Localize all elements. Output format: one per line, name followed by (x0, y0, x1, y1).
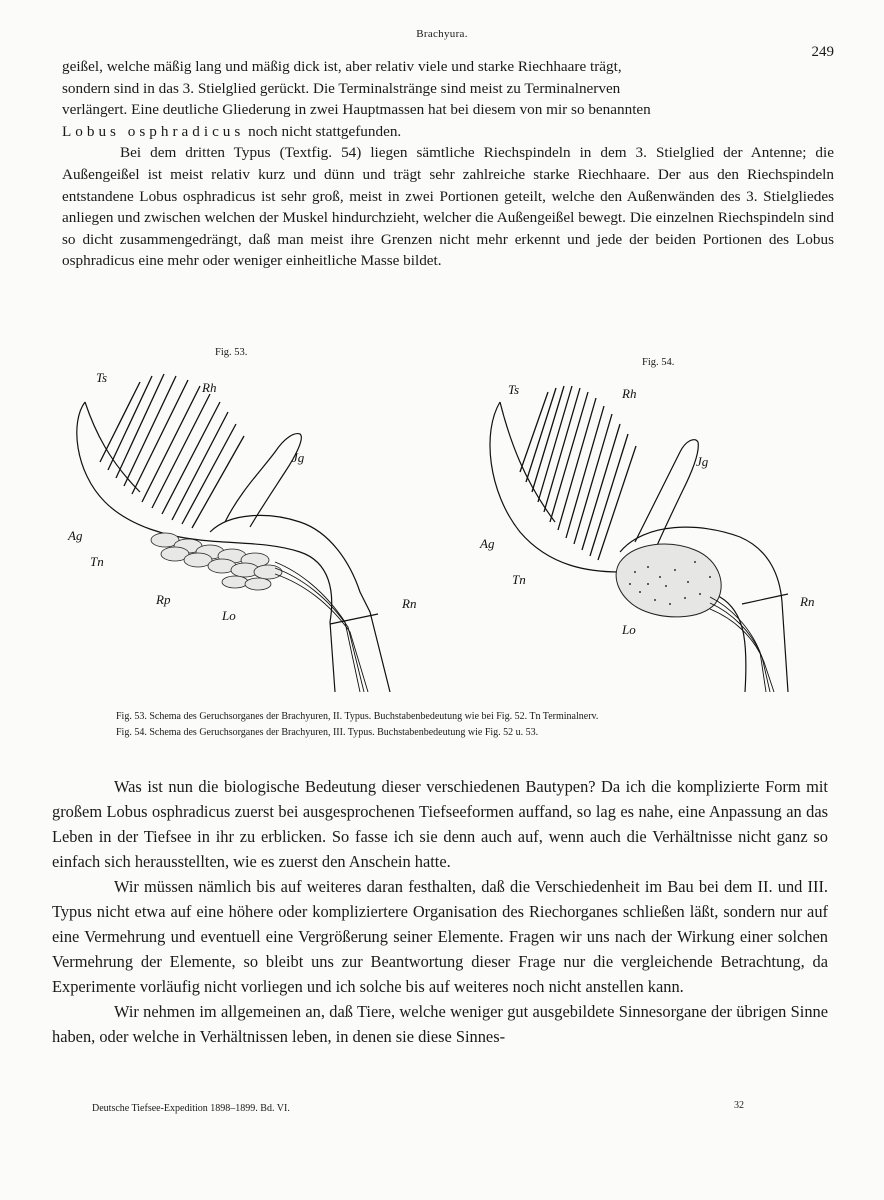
label-tn: Tn (512, 572, 526, 587)
text-line: verlängert. Eine deutliche Gliederung in zwei Hauptmassen hat bei diesem von mir so benannten (62, 101, 651, 119)
label-rn: Rn (800, 594, 815, 609)
text-line: geißel, welche mäßig lang und mäßig dick ist, aber relativ viele und starke Riechhaare trägt, (62, 58, 622, 75)
page-number: 249 (811, 44, 834, 60)
inner-flagellum (225, 434, 301, 527)
running-title: Brachyura. (416, 28, 468, 40)
fig53-title: Fig. 53. (215, 347, 248, 358)
antenna-outline (490, 402, 746, 692)
label-jg: Jg (696, 454, 709, 469)
paragraph-difference: Wir müssen nämlich bis auf weiteres daran festhalten, daß die Verschiedenheit im Bau bei dem II. und III. Typus nicht etwa auf eine höhere oder kompliziertere Organisation des Riechorganes schließen läßt, sondern nur auf eine Vermehrung und eventuell eine Vergrößerung seiner Elemente. Fragen wir uns nach der Wirkung einer solchen Vermehrung der Elemente, so bleibt uns zur Beantwortung dieser Frage nur die vergleichende Betrachtung, da Experimente vorläufig nicht vorliegen und ich solche bis auf weiteres noch nicht anstellen kann. (52, 877, 828, 996)
bristles (100, 374, 244, 528)
label-rp: Rp (156, 592, 171, 607)
footer-signature: 32 (734, 1100, 744, 1111)
footer-series: Deutsche Tiefsee-Expedition 1898–1899. Bd. VI. (92, 1103, 290, 1114)
label-rn: Rn (402, 596, 417, 611)
paragraph-biological-meaning: Was ist nun die biologische Bedeutung dieser verschiedenen Bautypen? Da ich die komplizierte Form mit großem Lobus osphradicus zuerst bei ausgesprochenen Tiefseeformen auffand, so lag es nahe, eine Anpassung an das Leben in der Tiefsee in ihr zu erblicken. So fasse ich sie denn auch auf, wenn auch die Verhältnisse nicht ganz so einfach sich herausstellten, wie es zuerst den Anschein hatte. (52, 777, 828, 871)
label-rh: Rh (202, 380, 217, 395)
text-line: sondern sind in das 3. Stielglied gerückt. Die Terminalstränge sind meist zu Terminalnerven (62, 79, 621, 97)
segment-outline (210, 515, 390, 692)
label-lo: Lo (222, 608, 236, 623)
body-text (52, 774, 828, 1049)
top-text-block (62, 56, 834, 272)
lobus-osphradicus (616, 544, 721, 617)
figure-53 (60, 362, 450, 692)
figure-54 (470, 372, 840, 692)
caption-fig54: Fig. 54. Schema des Geruchsorganes der Brachyuren, III. Typus. Buchstabenbedeutung wie Fig. 52 u. 53. (116, 727, 539, 738)
label-rh: Rh (622, 386, 637, 401)
antenna-inner-edge (85, 402, 140, 492)
segment-joint (742, 594, 788, 604)
paragraph-animals: Wir nehmen im allgemeinen an, daß Tiere, welche weniger gut ausgebildete Sinnesorgane der übrigen Sinne haben, oder welche in Verhältnissen leben, in denen sie diese Sinnes- (52, 1002, 828, 1046)
paragraph-third-type: Bei dem dritten Typus (Textfig. 54) liegen sämtliche Riechspindeln in dem 3. Stielglied der Antenne; die Außengeißel ist meist relativ kurz und dünn und trägt sehr zahlreiche starke Riechhaare. Der aus den Riechspindeln entstandene Lobus osphradicus ist sehr groß, meist in zwei Portionen geteilt, welche den Außenwänden des 3. Stielgliedes anliegen und zwischen welchen der Muskel hindurchzieht, welcher die Außengeißel bewegt. Die einzelnen Riechspindeln sind so dicht zusammengedrängt, daß man meist ihre Grenzen nicht mehr erkennt und jede der beiden Portionen des Lobus osphradicus eine mehr oder weniger einheitliche Masse bildet. (62, 144, 834, 270)
inner-flagellum (635, 440, 698, 550)
label-ag: Ag (68, 528, 83, 543)
label-ts: Ts (508, 382, 520, 397)
label-lo: Lo (622, 622, 636, 637)
label-ts: Ts (96, 370, 108, 385)
nerve-strands (710, 597, 774, 692)
label-jg: Jg (292, 450, 305, 465)
fig54-title: Fig. 54. (642, 357, 675, 368)
text-line (62, 121, 834, 143)
bristles (520, 386, 636, 560)
label-tn: Tn (90, 554, 104, 569)
label-ag: Ag (480, 536, 495, 551)
lobus-term: Lobus osphradicus (62, 122, 245, 140)
text-line-rest: noch nicht stattgefunden. (244, 122, 402, 140)
nerve-strands (275, 562, 368, 692)
figure-captions (116, 709, 836, 741)
caption-fig53: Fig. 53. Schema des Geruchsorganes der Brachyuren, II. Typus. Buchstabenbedeutung wie bei Fig. 52. Tn Terminalnerv. (116, 711, 599, 722)
